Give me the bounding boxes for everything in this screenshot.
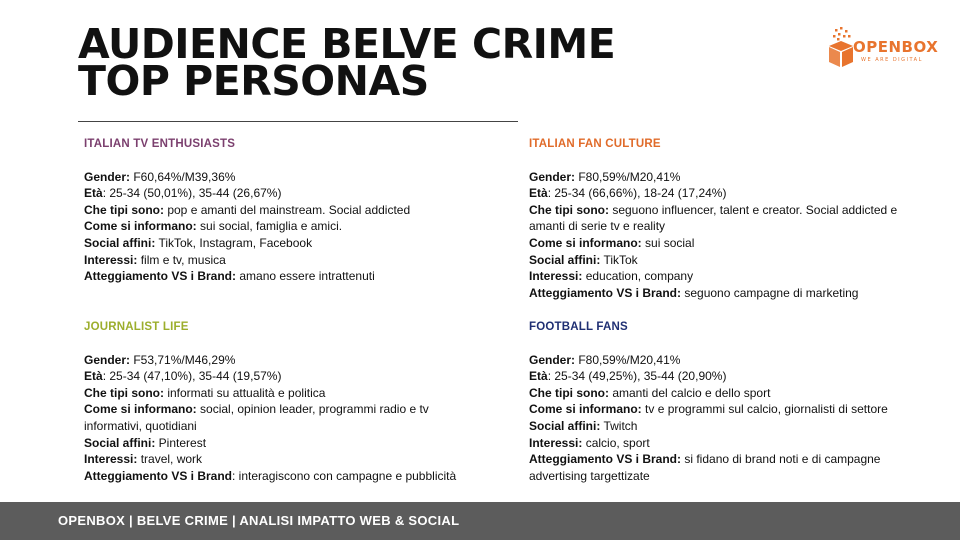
field-value: amanti del calcio e dello sport	[609, 385, 771, 400]
field-label: Gender:	[84, 169, 131, 184]
logo-tagline: WE ARE DIGITAL	[861, 57, 923, 63]
field-label: Atteggiamento VS i Brand:	[529, 285, 682, 300]
persona-italian-tv-enthusiasts	[84, 136, 484, 285]
persona-row	[84, 185, 484, 202]
persona-row	[84, 468, 484, 485]
persona-row	[529, 185, 925, 202]
persona-row	[529, 435, 925, 452]
persona-row	[84, 218, 484, 235]
persona-row	[84, 235, 484, 252]
field-value: sui social	[641, 235, 695, 250]
title-line-1: AUDIENCE BELVE CRIME	[78, 20, 616, 68]
field-value: seguono campagne di marketing	[681, 285, 859, 300]
field-value: social, opinion leader, programmi radio e tv informativi, quotidiani	[84, 402, 429, 433]
persona-row	[84, 401, 484, 434]
field-label: Come si informano:	[84, 402, 197, 417]
persona-italian-fan-culture	[529, 136, 925, 301]
title-line-2: TOP PERSONAS	[78, 57, 429, 105]
field-label: Interessi:	[84, 252, 138, 267]
field-value: Twitch	[600, 418, 638, 433]
field-label: Che tipi sono:	[529, 202, 609, 217]
footer-text: OPENBOX | BELVE CRIME | ANALISI IMPATTO WEB & SOCIAL	[58, 513, 460, 528]
field-value: TikTok	[600, 252, 638, 267]
title-divider	[78, 121, 518, 122]
field-value: tv e programmi sul calcio, giornalisti di settore	[641, 402, 888, 417]
persona-heading: FOOTBALL FANS	[529, 321, 628, 333]
field-label: Atteggiamento VS i Brand:	[529, 452, 682, 467]
persona-row	[84, 352, 484, 369]
field-value: : interagiscono con campagne e pubblicità	[232, 468, 457, 483]
field-label: Età	[84, 186, 103, 201]
persona-row	[529, 401, 925, 418]
field-label: Che tipi sono:	[84, 385, 164, 400]
field-value: travel, work	[137, 452, 203, 467]
field-value: Pinterest	[155, 435, 207, 450]
persona-row	[84, 202, 484, 219]
persona-row	[529, 385, 925, 402]
logo-wordmark: OPENBOX	[853, 38, 939, 56]
field-value: F80,59%/M20,41%	[575, 169, 681, 184]
field-label: Social affini:	[529, 418, 601, 433]
persona-football-fans	[529, 319, 925, 484]
persona-row	[529, 252, 925, 269]
field-label: Social affini:	[529, 252, 601, 267]
field-label: Gender:	[84, 352, 131, 367]
persona-row	[84, 169, 484, 186]
persona-heading: ITALIAN FAN CULTURE	[529, 138, 661, 150]
persona-row	[84, 435, 484, 452]
field-label: Come si informano:	[529, 235, 642, 250]
field-value: : 25-34 (50,01%), 35-44 (26,67%)	[102, 186, 282, 201]
field-value: film e tv, musica	[137, 252, 226, 267]
persona-row	[529, 368, 925, 385]
persona-row	[529, 451, 925, 484]
persona-row	[84, 451, 484, 468]
persona-heading: JOURNALIST LIFE	[84, 321, 189, 333]
field-label: Come si informano:	[529, 402, 642, 417]
persona-row	[84, 385, 484, 402]
field-label: Atteggiamento VS i Brand	[84, 468, 233, 483]
persona-row	[529, 169, 925, 186]
field-value: informati su attualità e politica	[164, 385, 326, 400]
field-label: Età	[529, 186, 548, 201]
openbox-logo	[826, 26, 946, 72]
persona-heading: ITALIAN TV ENTHUSIASTS	[84, 138, 236, 150]
field-value: F53,71%/M46,29%	[130, 352, 236, 367]
field-value: : 25-34 (47,10%), 35-44 (19,57%)	[102, 369, 282, 384]
field-value: : 25-34 (49,25%), 35-44 (20,90%)	[547, 369, 727, 384]
footer-bar	[0, 502, 960, 540]
field-value: F60,64%/M39,36%	[130, 169, 236, 184]
persona-row	[529, 418, 925, 435]
field-label: Social affini:	[84, 235, 156, 250]
persona-row	[84, 368, 484, 385]
persona-row	[529, 202, 925, 235]
field-value: TikTok, Instagram, Facebook	[155, 235, 313, 250]
field-label: Età	[84, 369, 103, 384]
field-label: Interessi:	[529, 269, 583, 284]
field-label: Interessi:	[529, 435, 583, 450]
persona-row	[529, 235, 925, 252]
persona-row	[529, 285, 925, 302]
field-value: : 25-34 (66,66%), 18-24 (17,24%)	[547, 186, 727, 201]
field-label: Interessi:	[84, 452, 138, 467]
field-value: education, company	[582, 269, 694, 284]
field-label: Atteggiamento VS i Brand:	[84, 269, 237, 284]
field-label: Che tipi sono:	[84, 202, 164, 217]
persona-row	[84, 252, 484, 269]
field-label: Gender:	[529, 169, 576, 184]
field-value: amano essere intrattenuti	[236, 269, 375, 284]
field-value: calcio, sport	[582, 435, 650, 450]
field-label: Età	[529, 369, 548, 384]
persona-row	[529, 352, 925, 369]
persona-row	[84, 268, 484, 285]
persona-row	[529, 268, 925, 285]
field-label: Social affini:	[84, 435, 156, 450]
field-value: seguono influencer, talent e creator. Social addicted e amanti di serie tv e reality	[529, 202, 898, 234]
field-value: sui social, famiglia e amici.	[196, 219, 343, 234]
page-title	[78, 20, 616, 105]
field-value: F80,59%/M20,41%	[575, 352, 681, 367]
field-value: si fidano di brand noti e di campagne advertising targettizate	[529, 452, 881, 483]
persona-journalist-life	[84, 319, 484, 484]
field-label: Come si informano:	[84, 219, 197, 234]
field-value: pop e amanti del mainstream. Social addicted	[164, 202, 411, 217]
field-label: Gender:	[529, 352, 576, 367]
field-label: Che tipi sono:	[529, 385, 609, 400]
